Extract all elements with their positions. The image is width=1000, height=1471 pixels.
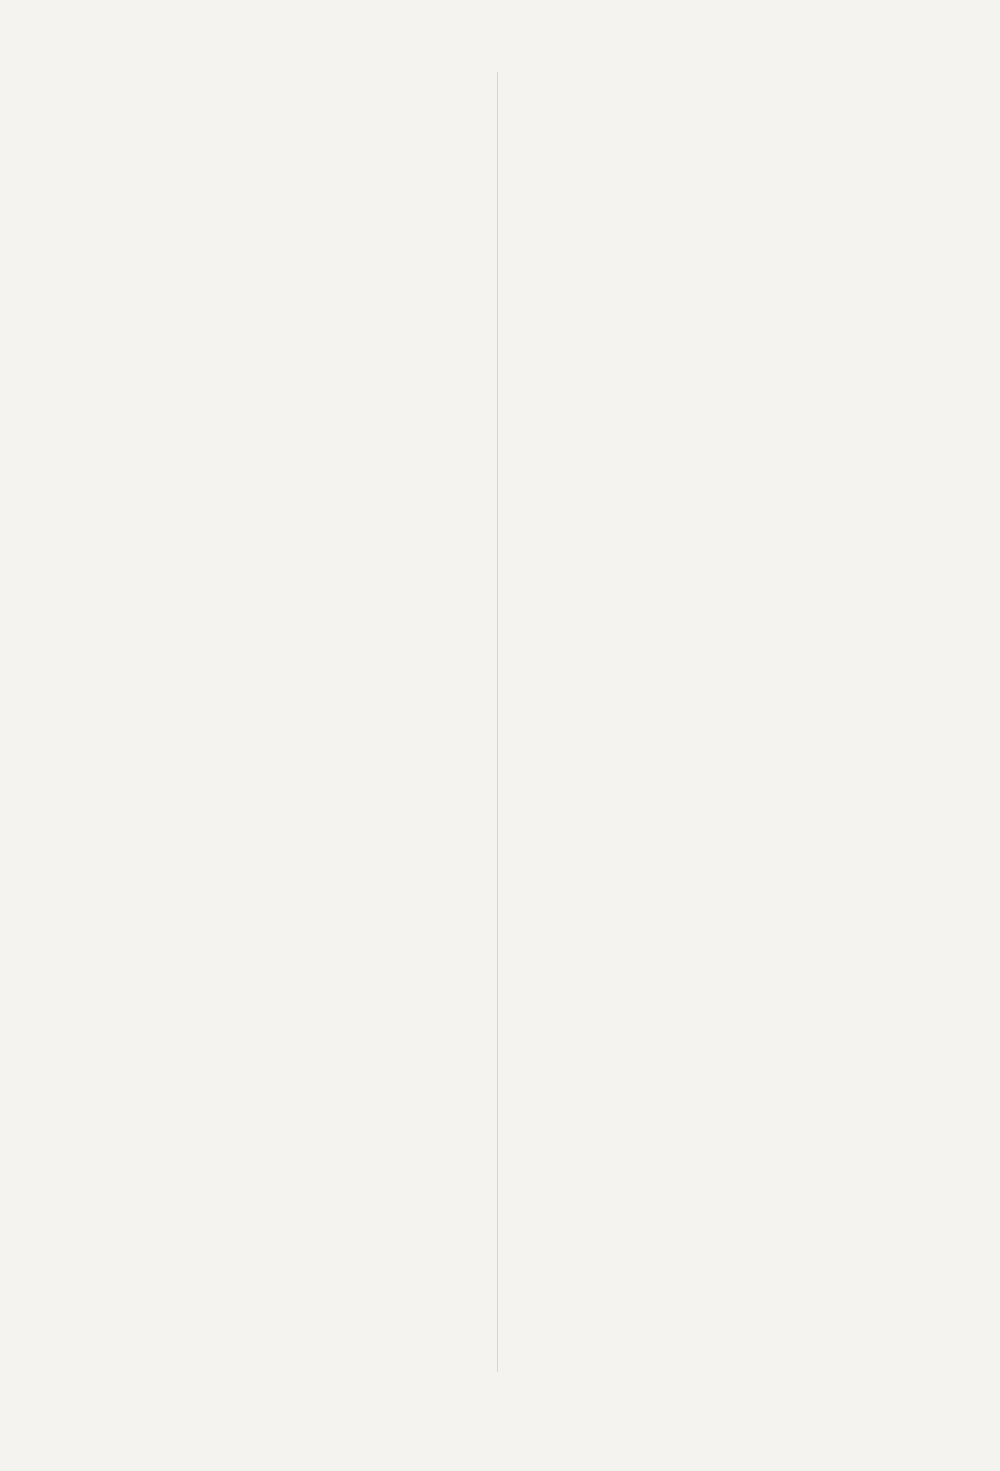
left-column <box>58 74 476 88</box>
column-divider <box>497 72 498 1372</box>
right-column <box>513 74 937 82</box>
page-footer <box>58 1392 84 1417</box>
